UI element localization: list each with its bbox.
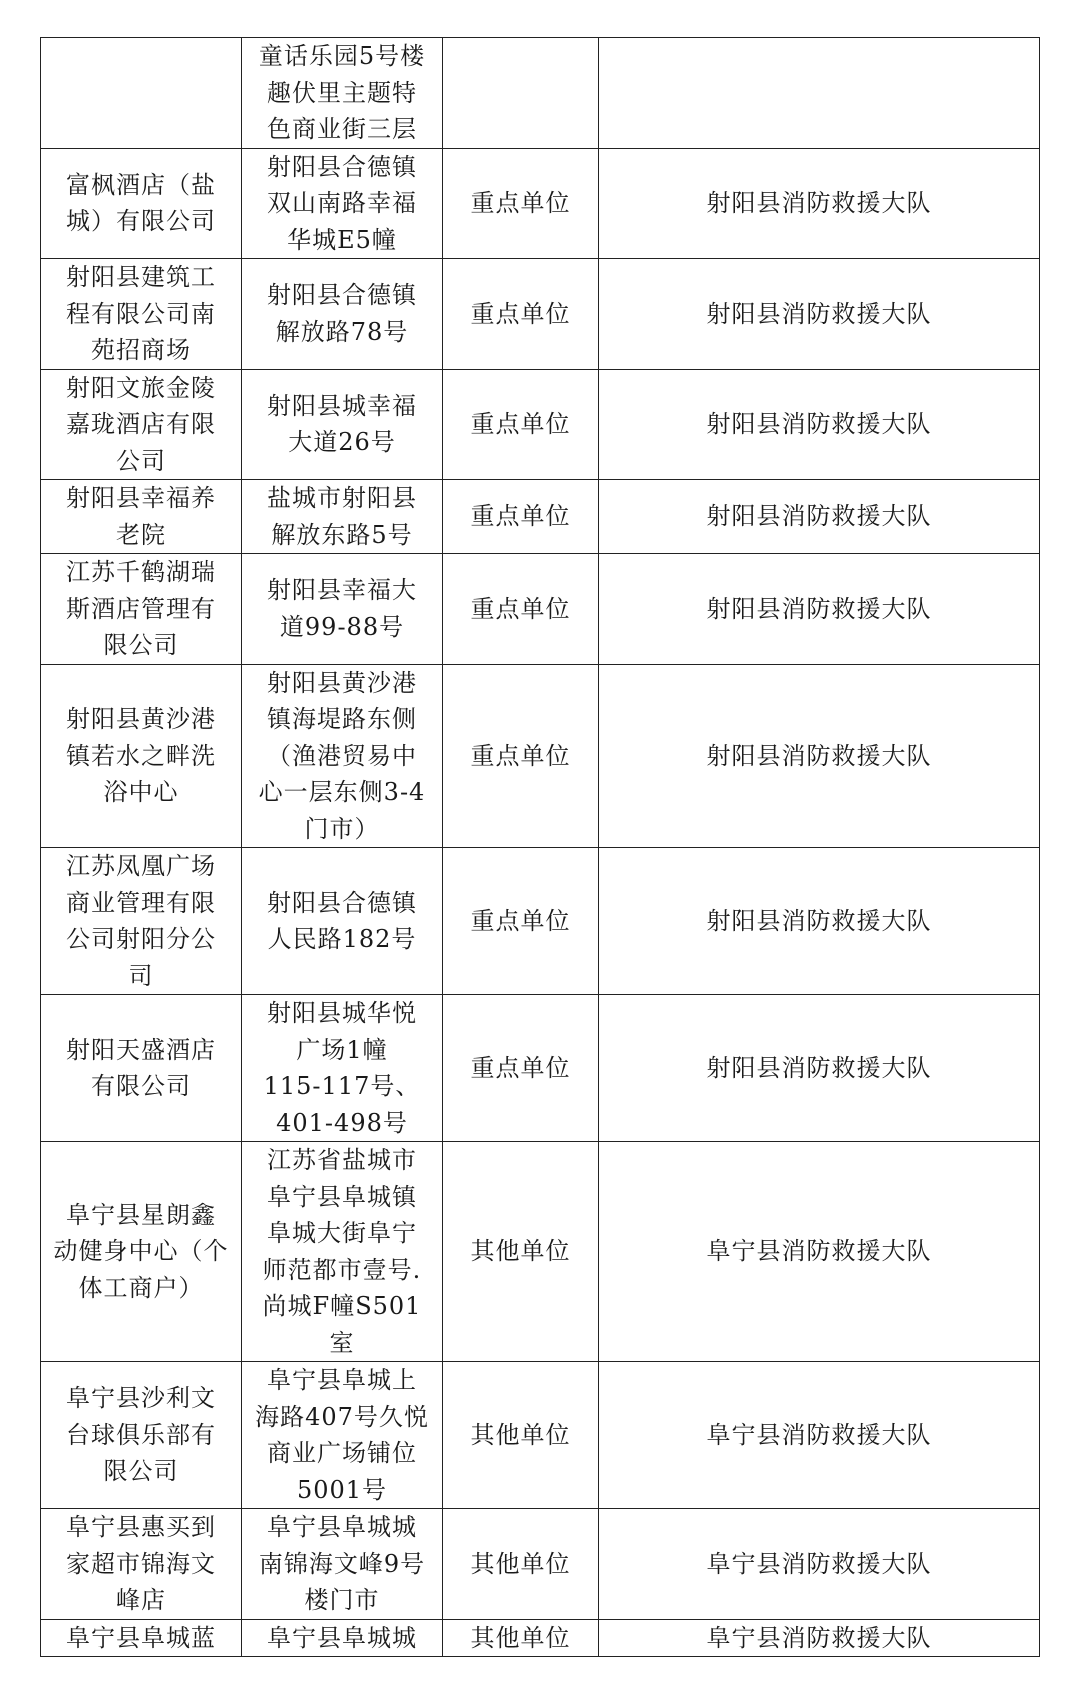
table-row bbox=[41, 664, 1040, 848]
address-line: 射阳县城幸福 bbox=[267, 391, 417, 420]
name-line: 阜宁县星朗鑫 bbox=[66, 1200, 216, 1229]
table-row bbox=[41, 995, 1040, 1142]
name-line: 射阳县建筑工 bbox=[66, 263, 216, 291]
department-cell: 阜宁县消防救援大队 bbox=[599, 1142, 1040, 1362]
address-line: 射阳县城华悦 bbox=[267, 999, 417, 1027]
name-cell bbox=[41, 369, 242, 480]
department-cell bbox=[599, 38, 1040, 149]
address-line: 门市） bbox=[304, 814, 380, 843]
address-line: 师范都市壹号. bbox=[262, 1255, 422, 1284]
name-cell bbox=[41, 148, 242, 259]
address-line: 射阳县合德镇 bbox=[267, 281, 417, 310]
address-line: 盐城市射阳县 bbox=[267, 484, 417, 512]
category-cell: 其他单位 bbox=[443, 1619, 599, 1657]
name-cell bbox=[41, 1142, 242, 1362]
address-line: 射阳县幸福大 bbox=[267, 576, 417, 605]
name-line: 富枫酒店（盐 bbox=[66, 170, 216, 199]
table-row bbox=[41, 1509, 1040, 1620]
category-cell: 重点单位 bbox=[443, 848, 599, 995]
name-line: 城）有限公司 bbox=[66, 207, 216, 236]
address-line: 401-498号 bbox=[276, 1108, 408, 1137]
address-line: 阜宁县阜城城 bbox=[267, 1513, 417, 1541]
name-line: 阜宁县惠买到 bbox=[66, 1513, 216, 1541]
name-line: 江苏千鹤湖瑞 bbox=[66, 558, 216, 586]
address-cell bbox=[242, 554, 443, 665]
address-line: 南锦海文峰9号 bbox=[258, 1549, 426, 1578]
category-cell: 重点单位 bbox=[443, 259, 599, 370]
category-cell: 其他单位 bbox=[443, 1509, 599, 1620]
address-line: （渔港贸易中 bbox=[267, 741, 417, 770]
address-line: 阜城大街阜宁 bbox=[267, 1219, 417, 1247]
name-line: 有限公司 bbox=[91, 1072, 191, 1100]
address-line: 道99-88号 bbox=[279, 612, 405, 641]
name-line: 射阳文旅金陵 bbox=[66, 373, 216, 402]
address-cell bbox=[242, 995, 443, 1142]
name-line: 限公司 bbox=[103, 631, 179, 659]
address-line: 华城E5幢 bbox=[287, 225, 397, 254]
name-line: 台球俱乐部有 bbox=[66, 1420, 216, 1449]
address-line: 解放东路5号 bbox=[271, 520, 413, 549]
name-cell bbox=[41, 480, 242, 554]
department-cell: 阜宁县消防救援大队 bbox=[599, 1362, 1040, 1509]
department-cell: 射阳县消防救援大队 bbox=[599, 369, 1040, 480]
table-row bbox=[41, 38, 1040, 149]
address-line: 阜宁县阜城城 bbox=[267, 1623, 417, 1652]
name-cell bbox=[41, 1362, 242, 1509]
address-cell bbox=[242, 1619, 443, 1657]
name-line: 公司 bbox=[116, 446, 166, 475]
category-cell: 重点单位 bbox=[443, 995, 599, 1142]
address-cell bbox=[242, 259, 443, 370]
category-cell: 其他单位 bbox=[443, 1142, 599, 1362]
address-line: 115-117号、 bbox=[263, 1072, 421, 1100]
name-line: 阜宁县阜城蓝 bbox=[66, 1623, 216, 1652]
category-cell: 重点单位 bbox=[443, 664, 599, 848]
address-cell bbox=[242, 664, 443, 848]
address-line: 阜宁县阜城镇 bbox=[267, 1182, 417, 1211]
name-line: 苑招商场 bbox=[91, 336, 191, 364]
address-line: 镇海堤路东侧 bbox=[267, 705, 417, 733]
name-line: 浴中心 bbox=[103, 778, 179, 806]
address-line: 人民路182号 bbox=[267, 925, 417, 953]
address-line: 双山南路幸福 bbox=[267, 189, 417, 217]
name-line: 动健身中心（个 bbox=[53, 1237, 229, 1266]
address-cell bbox=[242, 1509, 443, 1620]
name-cell bbox=[41, 848, 242, 995]
table-row bbox=[41, 848, 1040, 995]
address-cell bbox=[242, 1362, 443, 1509]
name-cell bbox=[41, 38, 242, 149]
department-cell: 射阳县消防救援大队 bbox=[599, 554, 1040, 665]
name-cell bbox=[41, 664, 242, 848]
name-line: 司 bbox=[128, 961, 154, 990]
table-row bbox=[41, 369, 1040, 480]
address-line: 广场1幢 bbox=[296, 1035, 388, 1064]
name-line: 程有限公司南 bbox=[66, 299, 216, 328]
table-row bbox=[41, 259, 1040, 370]
department-cell: 射阳县消防救援大队 bbox=[599, 995, 1040, 1142]
department-cell: 射阳县消防救援大队 bbox=[599, 664, 1040, 848]
units-table bbox=[40, 37, 1040, 1657]
department-cell: 射阳县消防救援大队 bbox=[599, 480, 1040, 554]
address-cell bbox=[242, 38, 443, 149]
name-line: 峰店 bbox=[116, 1586, 166, 1614]
address-cell bbox=[242, 480, 443, 554]
address-line: 5001号 bbox=[296, 1475, 388, 1504]
name-line: 射阳天盛酒店 bbox=[66, 1035, 216, 1064]
address-cell bbox=[242, 369, 443, 480]
address-line: 射阳县黄沙港 bbox=[267, 668, 417, 697]
category-cell: 重点单位 bbox=[443, 554, 599, 665]
address-line: 射阳县合德镇 bbox=[267, 888, 417, 917]
department-cell: 阜宁县消防救援大队 bbox=[599, 1509, 1040, 1620]
name-line: 商业管理有限 bbox=[66, 888, 216, 917]
name-line: 斯酒店管理有 bbox=[66, 594, 216, 623]
address-line: 尚城F幢S501 bbox=[262, 1292, 422, 1320]
name-cell bbox=[41, 554, 242, 665]
name-line: 阜宁县沙利文 bbox=[66, 1384, 216, 1413]
category-cell: 重点单位 bbox=[443, 369, 599, 480]
address-line: 江苏省盐城市 bbox=[267, 1146, 417, 1174]
department-cell: 射阳县消防救援大队 bbox=[599, 148, 1040, 259]
address-line: 射阳县合德镇 bbox=[267, 152, 417, 181]
table-body bbox=[41, 38, 1040, 1657]
address-cell bbox=[242, 848, 443, 995]
table-row bbox=[41, 554, 1040, 665]
name-line: 公司射阳分公 bbox=[66, 925, 216, 953]
address-cell bbox=[242, 1142, 443, 1362]
name-line: 嘉珑酒店有限 bbox=[66, 410, 216, 438]
category-cell: 重点单位 bbox=[443, 480, 599, 554]
address-line: 室 bbox=[329, 1328, 355, 1357]
department-cell: 射阳县消防救援大队 bbox=[599, 848, 1040, 995]
department-cell: 阜宁县消防救援大队 bbox=[599, 1619, 1040, 1657]
table-row bbox=[41, 1619, 1040, 1657]
table-row bbox=[41, 148, 1040, 259]
address-cell bbox=[242, 148, 443, 259]
address-line: 大道26号 bbox=[288, 428, 396, 457]
name-cell bbox=[41, 259, 242, 370]
name-line: 射阳县幸福养 bbox=[66, 484, 216, 512]
address-line: 色商业街三层 bbox=[267, 115, 417, 143]
table-row bbox=[41, 1362, 1040, 1509]
table-row bbox=[41, 480, 1040, 554]
table-row bbox=[41, 1142, 1040, 1362]
name-line: 镇若水之畔洗 bbox=[66, 741, 216, 770]
name-cell bbox=[41, 1619, 242, 1657]
department-cell: 射阳县消防救援大队 bbox=[599, 259, 1040, 370]
address-line: 趣伏里主题特 bbox=[267, 78, 417, 107]
category-cell: 重点单位 bbox=[443, 148, 599, 259]
name-line: 家超市锦海文 bbox=[66, 1549, 216, 1578]
address-line: 海路407号久悦 bbox=[255, 1402, 429, 1431]
address-line: 童话乐园5号楼 bbox=[258, 42, 426, 70]
name-line: 江苏凤凰广场 bbox=[66, 852, 216, 880]
address-line: 楼门市 bbox=[304, 1586, 380, 1614]
name-line: 老院 bbox=[116, 520, 166, 549]
address-line: 心一层东侧3-4 bbox=[258, 778, 426, 806]
name-line: 射阳县黄沙港 bbox=[66, 705, 216, 733]
category-cell bbox=[443, 38, 599, 149]
name-line: 限公司 bbox=[103, 1457, 179, 1486]
category-cell: 其他单位 bbox=[443, 1362, 599, 1509]
name-cell bbox=[41, 995, 242, 1142]
address-line: 解放路78号 bbox=[275, 317, 409, 346]
address-line: 阜宁县阜城上 bbox=[267, 1366, 417, 1394]
name-cell bbox=[41, 1509, 242, 1620]
name-line: 体工商户） bbox=[78, 1273, 204, 1302]
address-line: 商业广场铺位 bbox=[267, 1439, 417, 1467]
